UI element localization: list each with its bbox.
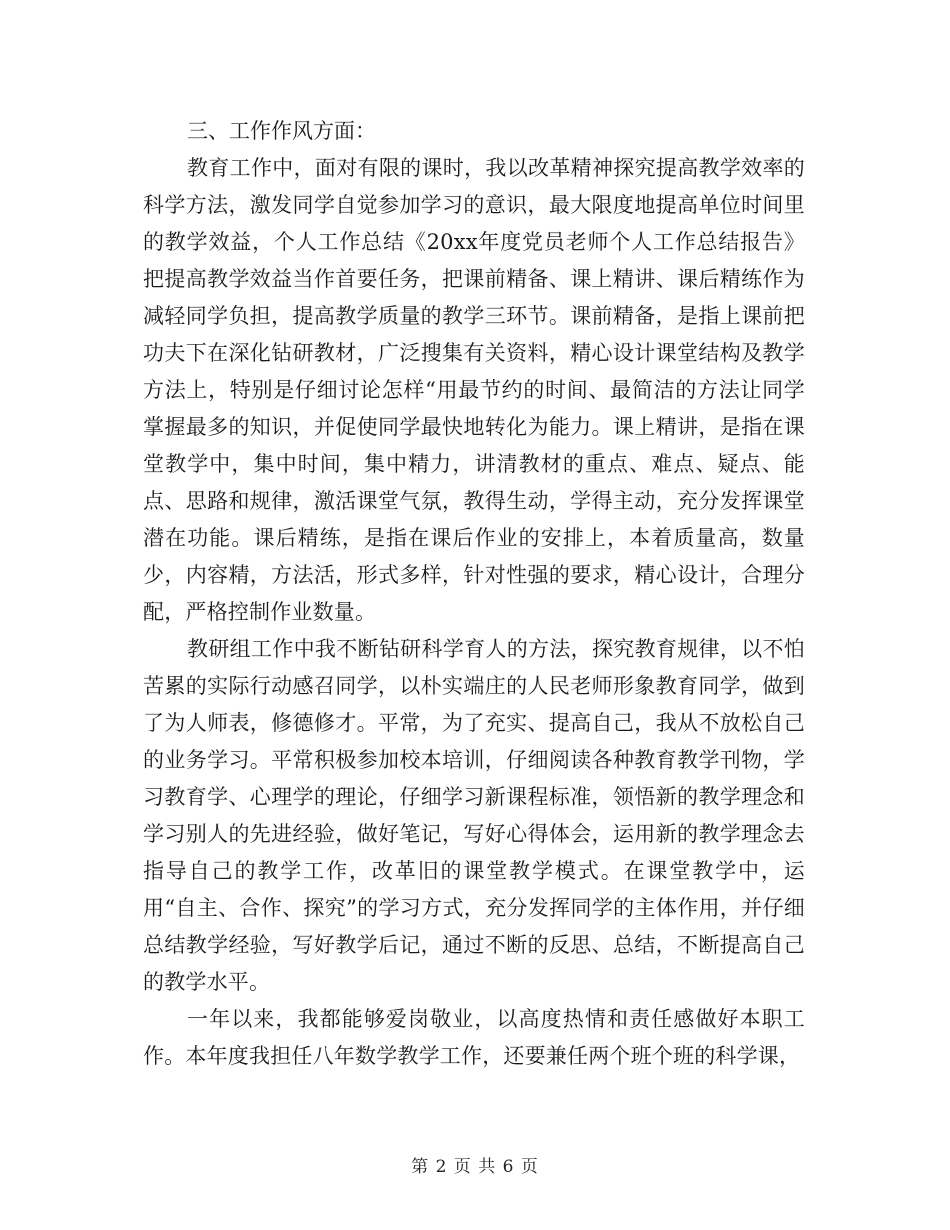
section-heading: 三、工作作风方面： (187, 119, 376, 143)
paragraph-year-summary: 一年以来，我都能够爱岗敬业，以高度热情和责任感做好本职工作。本年度我担任八年数学教学工作，还要兼任两个班个班的科学课， (143, 1007, 805, 1068)
page-number-footer: 第 2 页 共 6 页 (411, 1157, 539, 1177)
paragraph-research-group: 教研组工作中我不断钻研科学育人的方法，探究教育规律，以不怕苦累的实际行动感召同学，以朴实端庄的人民老师形象教育同学，做到了为人师表，修德修才。平常，为了充实、提高自己，我从不放松自己的业务学习。平常积极参加校本培训，仔细阅读各种教育教学刊物，学习教育学、心理学的理论，仔细学习新课程标准，领悟新的教学理念和学习别人的先进经验，做好笔记，写好心得体会，运用新的教学理念去指导自己的教学工作，改革旧的课堂教学模式。在课堂教学中，运用“自主、合作、探究”的学习方式，充分发挥同学的主体作用，并仔细总结教学经验，写好教学后记，通过不断的反思、总结，不断提高自己的教学水平。 (143, 637, 805, 994)
paragraph-teaching-method: 教育工作中，面对有限的课时，我以改革精神探究提高教学效率的科学方法，激发同学自觉参加学习的意识，最大限度地提高单位时间里的教学效益，个人工作总结《20xx年度党员老师个人工作总结报告》把提高教学效益当作首要任务，把课前精备、课上精讲、课后精练作为减轻同学负担，提高教学质量的教学三环节。课前精备，是指上课前把功夫下在深化钻研教材，广泛搜集有关资料，精心设计课堂结构及教学方法上，特别是仔细讨论怎样“用最节约的时间、最简洁的方法让同学掌握最多的知识，并促使同学最快地转化为能力。课上精讲，是指在课堂教学中，集中时间，集中精力，讲清教材的重点、难点、疑点、能点、思路和规律，激活课堂气氛，教得生动，学得主动，充分发挥课堂潜在功能。课后精练，是指在课后作业的安排上，本着质量高，数量少，内容精，方法活，形式多样，针对性强的要求，精心设计，合理分配，严格控制作业数量。 (143, 156, 805, 624)
document-body (143, 113, 805, 1075)
